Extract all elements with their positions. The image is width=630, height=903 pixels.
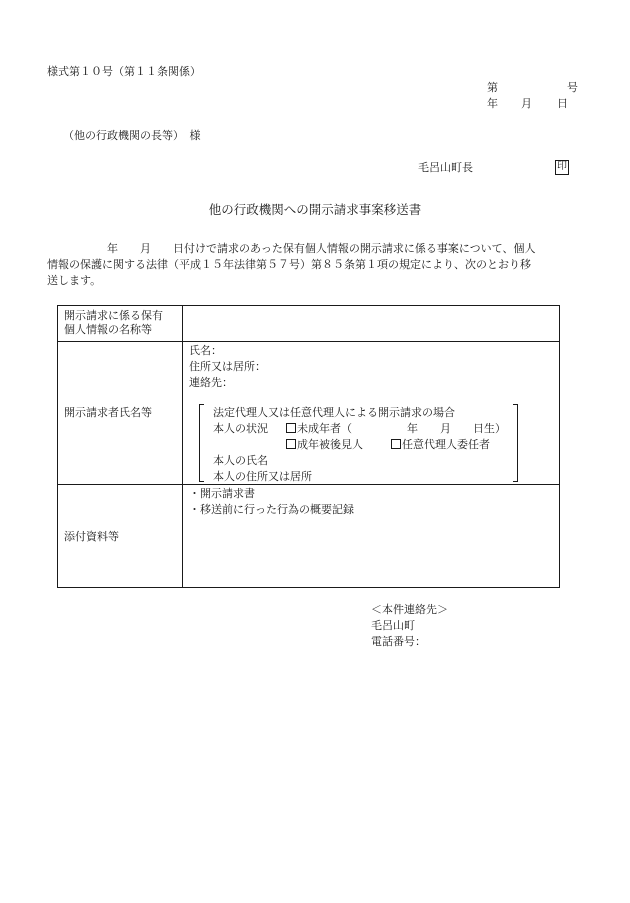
contact-phone: 電話番号： [371,635,426,648]
form-number: 様式第１０号（第１１条関係） [47,65,201,78]
guardian-option-label: 成年被後見人 [297,438,363,451]
info-name-field[interactable] [188,309,553,337]
guardian-checkbox[interactable] [286,439,296,449]
column-divider [182,306,183,587]
attachment-item-2: ・移送前に行った行為の概要記録 [189,503,354,516]
form-table [57,305,560,588]
bracket-right [513,404,518,482]
attachments-label: 添付資料等 [64,530,119,543]
contact-block [371,602,448,650]
contact-org: 毛呂山町 [371,619,415,632]
document-number-dai: 第 [487,81,498,94]
recipient: （他の行政機関の長等） 様 [63,129,201,142]
principal-name-field[interactable]: 本人の氏名 [213,454,268,467]
info-name-label-line2: 個人情報の名称等 [64,323,152,336]
principal-address-field[interactable]: 本人の住所又は居所 [213,470,312,483]
body-line-1: 年 月 日付けで請求のあった保有個人情報の開示請求に係る事案について、個人 [107,242,536,255]
contact-heading: ＜本件連絡先＞ [371,603,448,616]
address-field[interactable]: 住所又は居所： [189,360,266,373]
body-line-3: 送します。 [47,274,102,287]
guardian-option[interactable] [286,438,363,452]
principal-status-label: 本人の状況 [213,422,268,435]
name-field[interactable]: 氏名： [189,344,222,357]
minor-option[interactable] [286,422,506,436]
row-divider-2 [58,484,559,485]
bracket-left [199,404,204,482]
agent-checkbox[interactable] [391,439,401,449]
info-name-label [64,309,163,337]
date-day: 日 [557,97,568,110]
document-title: 他の行政機関への開示請求事案移送書 [208,202,422,217]
minor-checkbox[interactable] [286,423,296,433]
agent-option[interactable] [391,438,490,452]
row-divider-1 [58,341,559,342]
sender: 毛呂山町長 [418,161,473,174]
document-number-go: 号 [567,81,578,94]
body-line-2: 情報の保護に関する法律（平成１５年法律第５７号）第８５条第１項の規定により、次のとおり移 [47,258,531,271]
body-text [47,241,583,289]
info-name-label-line1: 開示請求に係る保有 [64,309,163,322]
date-month: 月 [521,97,532,110]
seal-mark: 印 [555,160,569,175]
contact-field[interactable]: 連絡先： [189,376,233,389]
document-number [487,81,578,95]
date-year: 年 [487,97,498,110]
proxy-heading: 法定代理人又は任意代理人による開示請求の場合 [213,406,455,419]
requester-label: 開示請求者氏名等 [64,406,152,419]
agent-option-label: 任意代理人委任者 [402,438,490,451]
attachment-item-1: ・開示請求書 [189,487,255,500]
minor-option-label: 未成年者（ 年 月 日生） [297,422,506,435]
